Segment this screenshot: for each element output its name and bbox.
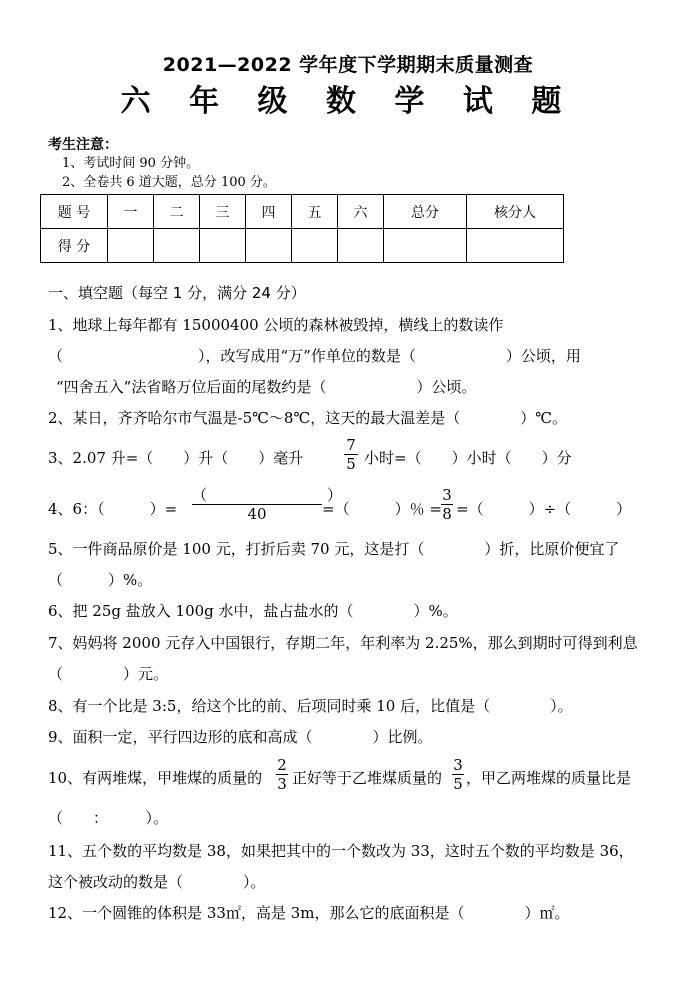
- question-1: 1、地球上每年都有 15000400 公顷的森林被毁掉，横线上的数读作: [48, 316, 504, 334]
- question-11: 11、五个数的平均数是 38，如果把其中的一个数改为 33，这时五个数的平均数是 36，: [48, 842, 634, 860]
- score-header-cell: 五: [292, 195, 338, 229]
- question-1-cont: “四舍五入”法省略万位后面的尾数约是（ ）公顷。: [56, 378, 477, 396]
- fraction-numerator: （ ）: [192, 486, 343, 504]
- question-3-part2: 小时=（ ）小时（ ）分: [364, 449, 572, 467]
- question-10-cont: （ ： ）。: [48, 809, 169, 827]
- score-cell[interactable]: [200, 229, 246, 263]
- question-3-part1: 3、2.07 升=（ ）升（ ）毫升: [48, 449, 304, 467]
- score-table-score-row: [41, 229, 564, 263]
- question-7: 7、妈妈将 2000 元存入中国银行，存期二年，年利率为 2.25%，那么到期时可得到利息: [48, 634, 638, 652]
- notes-heading: 考生注意：: [48, 137, 118, 153]
- question-10-part2: 正好等于乙堆煤质量的: [292, 769, 443, 787]
- question-7-cont: （ ）元。: [48, 665, 169, 683]
- score-table-header-row: [41, 195, 564, 229]
- question-9: 9、面积一定，平行四边形的底和高成（ ）比例。: [48, 728, 433, 746]
- question-1-blanks: （ ），改写成用“万”作单位的数是（ ）公顷，用: [48, 347, 581, 365]
- fraction-numerator: 3: [453, 756, 463, 774]
- question-10-part1: 10、有两堆煤，甲堆煤的质量的: [48, 769, 263, 787]
- question-8: 8、有一个比是 3:5，给这个比的前、后项同时乘 10 后，比值是（ ）。: [48, 697, 573, 715]
- fraction-numerator: 2: [277, 756, 287, 774]
- question-12: 12、一个圆锥的体积是 33㎡，高是 3m，那么它的底面积是（ ）㎡。: [48, 904, 570, 922]
- question-6: 6、把 25g 盐放入 100g 水中，盐占盐水的（ ）%。: [48, 602, 458, 620]
- score-header-cell: 总分: [384, 195, 467, 229]
- score-header-cell: 题 号: [41, 195, 108, 229]
- score-cell[interactable]: [384, 229, 467, 263]
- question-4-part2: =（ ）％ =: [322, 500, 442, 518]
- note-item: 1、考试时间 90 分钟。: [62, 156, 200, 171]
- fraction-denominator: 5: [453, 775, 463, 793]
- score-header-cell: 六: [338, 195, 384, 229]
- question-10-part3: ，甲乙两堆煤的质量比是: [466, 769, 632, 787]
- score-cell[interactable]: [246, 229, 292, 263]
- score-cell[interactable]: [467, 229, 564, 263]
- fraction-numerator: 7: [346, 436, 356, 454]
- question-5-cont: （ ）%。: [48, 571, 153, 589]
- question-10-fraction-2: [452, 756, 464, 793]
- question-11-cont: 这个被改动的数是（ ）。: [48, 873, 266, 891]
- exam-subtitle: 六 年 级 数 学 试 题: [120, 84, 576, 119]
- score-table: [40, 194, 564, 263]
- question-2: 2、某日，齐齐哈尔市气温是-5℃～8℃，这天的最大温差是（ ）℃。: [48, 409, 568, 427]
- question-3-fraction: [344, 436, 358, 473]
- fraction-numerator: 3: [442, 486, 452, 504]
- fraction-denominator: 40: [247, 505, 267, 523]
- question-5: 5、一件商品原价是 100 元，打折后卖 70 元，这是打（ ）折，比原价便宜了: [48, 540, 620, 558]
- score-header-cell: 核分人: [467, 195, 564, 229]
- note-item: 2、全卷共 6 道大题，总分 100 分。: [62, 175, 276, 190]
- exam-title: 2021—2022 学年度下学期期末质量测查: [162, 54, 534, 76]
- score-header-cell: 三: [200, 195, 246, 229]
- score-header-cell: 一: [108, 195, 154, 229]
- score-header-cell: 二: [154, 195, 200, 229]
- score-cell[interactable]: [338, 229, 384, 263]
- question-4-fraction: [192, 486, 343, 523]
- score-cell[interactable]: [108, 229, 154, 263]
- fraction-denominator: 8: [442, 505, 452, 523]
- score-header-cell: 四: [246, 195, 292, 229]
- question-10-fraction-1: [276, 756, 288, 793]
- score-row-label: 得 分: [41, 229, 108, 263]
- score-cell[interactable]: [292, 229, 338, 263]
- fraction-denominator: 3: [277, 775, 287, 793]
- question-4-fraction-2: [441, 486, 453, 523]
- section-heading: 一、填空题（每空 1 分，满分 24 分）: [48, 284, 306, 302]
- score-cell[interactable]: [154, 229, 200, 263]
- fraction-denominator: 5: [346, 455, 356, 473]
- question-4-part1: 4、6：（ ）=: [48, 500, 178, 518]
- question-4-part3: =（ ）÷（ ）: [456, 500, 632, 518]
